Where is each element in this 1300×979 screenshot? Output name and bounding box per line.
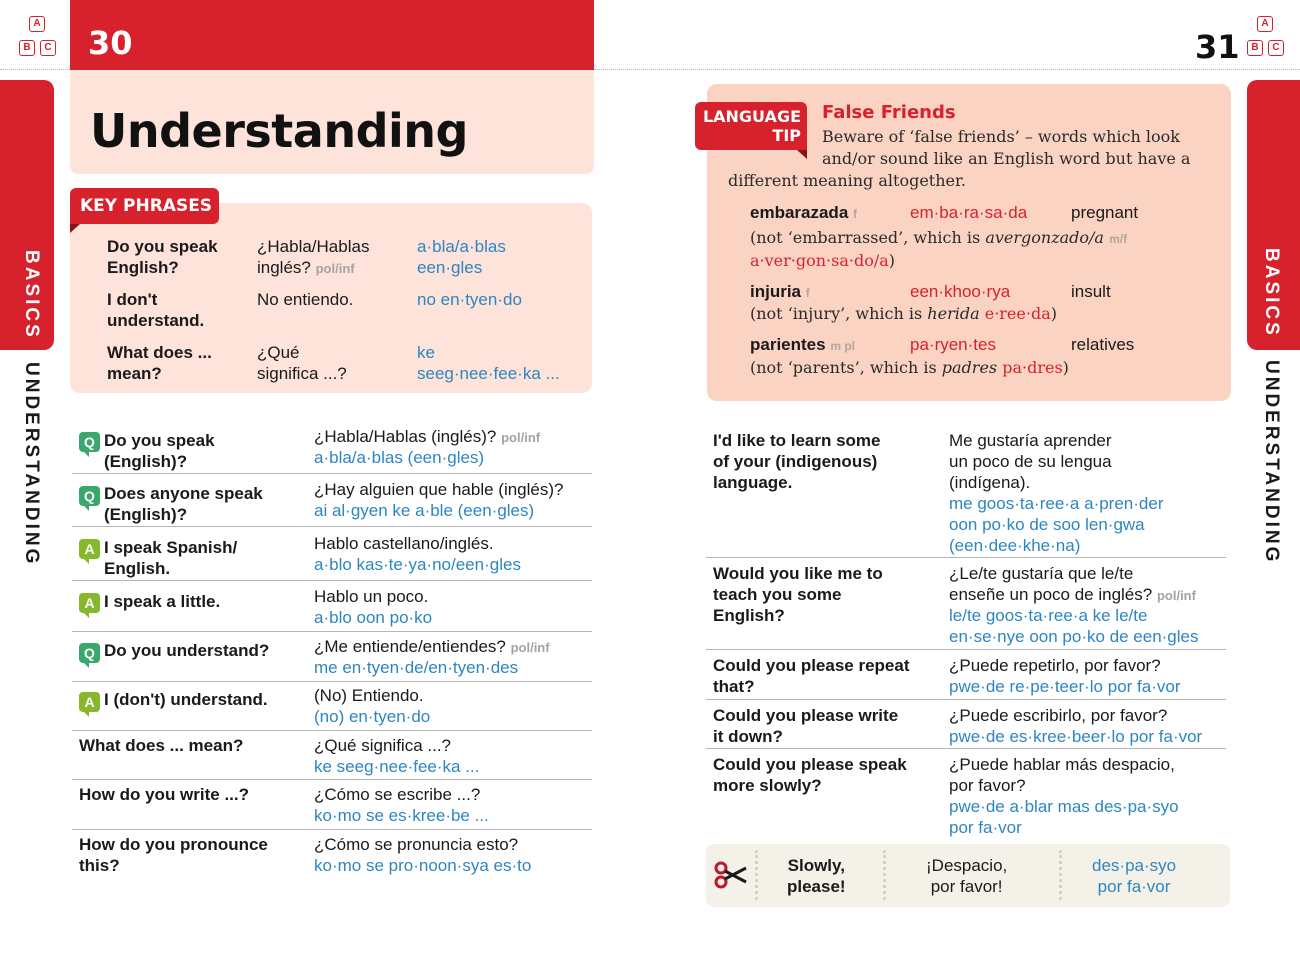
- phrase-spanish: ¿Puede escribirlo, por favor?: [949, 706, 1168, 725]
- false-friend-note: (not ‘parents’, which is padres pa·dres): [750, 358, 1069, 377]
- false-friend-pronunciation: een·khoo·rya: [910, 282, 1011, 301]
- strip-pronunciation: des·pa·syo por fa·vor: [1092, 856, 1177, 896]
- key-phrase-spanish: ¿Qué significa ...?: [257, 343, 347, 383]
- phrase-spanish: ¿Le/te gustaría que le/te enseñe un poco de inglés? pol/inf: [949, 564, 1196, 604]
- phrase-spanish: Me gustaría aprender un poco de su lengua (indígena).: [949, 431, 1112, 492]
- phrase-spanish: (No) Entiendo.: [314, 686, 424, 705]
- row-divider: [72, 473, 592, 474]
- phrase-pronunciation: me en·tyen·de/en·tyen·des: [314, 658, 519, 677]
- false-friend-pronunciation: pa·ryen·tes: [910, 335, 996, 354]
- phrase-spanish: Hablo un poco.: [314, 587, 429, 606]
- key-phrase-english: What does ... mean?: [107, 343, 212, 383]
- page-number-left: 30: [88, 24, 133, 62]
- phrase-pronunciation: ko·mo se pro·noon·sya es·to: [314, 856, 532, 875]
- strip-divider: [883, 850, 886, 900]
- phrase-english: I speak Spanish/ English.: [104, 538, 238, 578]
- scissors-icon: [714, 860, 748, 890]
- phrase-pronunciation: ko·mo se es·kree·be ...: [314, 806, 489, 825]
- phrase-spanish: ¿Qué significa ...?: [314, 736, 452, 755]
- question-icon: Q: [79, 643, 100, 669]
- false-friend-meaning: pregnant: [1071, 203, 1139, 222]
- row-divider: [72, 779, 592, 780]
- tip-text: Beware of ‘false friends’ – words which look: [822, 127, 1180, 146]
- phrase-pronunciation: pwe·de re·pe·teer·lo por fa·vor: [949, 677, 1181, 696]
- question-icon: Q: [79, 432, 100, 458]
- row-divider: [706, 557, 1226, 558]
- row-divider: [72, 681, 592, 682]
- abc-blocks-icon: A B C: [1244, 16, 1288, 60]
- answer-icon: A: [79, 692, 100, 718]
- key-phrase-english: I don't understand.: [107, 290, 205, 330]
- strip-divider: [1059, 850, 1062, 900]
- phrase-english: How do you pronounce this?: [79, 835, 268, 875]
- phrase-english: Do you understand?: [104, 641, 270, 660]
- phrase-english: I speak a little.: [104, 592, 221, 611]
- phrase-spanish: ¿Puede repetirlo, por favor?: [949, 656, 1161, 675]
- phrase-spanish: ¿Me entiende/entiendes? pol/inf: [314, 637, 550, 656]
- row-divider: [72, 631, 592, 632]
- phrase-english: Could you please repeat that?: [713, 656, 910, 696]
- key-phrase-spanish: ¿Habla/Hablas inglés? pol/inf: [257, 237, 370, 277]
- phrase-english: I'd like to learn some of your (indigenous) language.: [713, 431, 881, 492]
- phrase-english: Does anyone speak (English)?: [104, 484, 263, 524]
- false-friend-pronunciation: em·ba·ra·sa·da: [910, 203, 1028, 222]
- side-section-label: UNDERSTANDING: [21, 362, 42, 567]
- side-section-label: UNDERSTANDING: [1261, 360, 1282, 565]
- row-divider: [72, 580, 592, 581]
- side-tab-basics-label: BASICS: [21, 250, 42, 340]
- row-divider: [706, 649, 1226, 650]
- key-phrase-spanish: No entiendo.: [257, 290, 354, 309]
- row-divider: [706, 748, 1226, 749]
- phrase-spanish: ¿Cómo se pronuncia esto?: [314, 835, 519, 854]
- phrase-english: Could you please write it down?: [713, 706, 899, 746]
- phrase-pronunciation: pwe·de es·kree·beer·lo por fa·vor: [949, 727, 1203, 746]
- row-divider: [72, 829, 592, 830]
- phrase-english: Could you please speak more slowly?: [713, 755, 907, 795]
- tip-title: False Friends: [822, 102, 956, 123]
- answer-icon: A: [79, 539, 100, 565]
- page-title: Understanding: [90, 104, 468, 158]
- key-phrase-pronunciation: no en·tyen·do: [417, 290, 522, 309]
- false-friend-word: injuria f: [750, 282, 810, 301]
- side-tab-basics-label: BASICS: [1261, 248, 1282, 338]
- key-phrase-english: Do you speak English?: [107, 237, 218, 277]
- false-friend-word: parientes m pl: [750, 335, 855, 354]
- false-friend-note: (not ‘injury’, which is herida e·ree·da): [750, 304, 1057, 323]
- abc-blocks-icon: A B C: [16, 16, 60, 60]
- strip-english: Slowly, please!: [787, 856, 846, 896]
- phrase-pronunciation: a·bla/a·blas (een·gles): [314, 448, 485, 467]
- phrase-spanish: ¿Puede hablar más despacio, por favor?: [949, 755, 1175, 795]
- tip-text: and/or sound like an English word but have a: [822, 149, 1191, 168]
- false-friend-meaning: relatives: [1071, 335, 1135, 354]
- false-friend-meaning: insult: [1071, 282, 1111, 301]
- phrase-spanish: ¿Habla/Hablas (inglés)? pol/inf: [314, 427, 541, 446]
- phrase-english: I (don't) understand.: [104, 690, 268, 709]
- language-tip-label: LANGUAGE TIP: [695, 102, 807, 150]
- phrase-pronunciation: me goos·ta·ree·a a·pren·der oon po·ko de soo len·gwa (een·dee·khe·na): [949, 494, 1164, 555]
- phrase-pronunciation: (no) en·tyen·do: [314, 707, 431, 726]
- phrase-pronunciation: ai al·gyen ke a·ble (een·gles): [314, 501, 535, 520]
- key-phrase-pronunciation: ke seeg·nee·fee·ka ...: [417, 343, 560, 383]
- phrase-english: Do you speak (English)?: [104, 431, 215, 471]
- strip-divider: [755, 850, 758, 900]
- phrase-pronunciation: pwe·de a·blar mas des·pa·syo por fa·vor: [949, 797, 1179, 837]
- key-phrases-label: KEY PHRASES: [70, 188, 219, 224]
- page-number-right: 31: [1195, 28, 1240, 66]
- header-rule-left: [0, 69, 70, 70]
- phrase-english: How do you write ...?: [79, 785, 249, 804]
- phrase-pronunciation: le/te goos·ta·ree·a ke le/te en·se·nye oon po·ko de een·gles: [949, 606, 1199, 646]
- row-divider: [706, 699, 1226, 700]
- false-friend-word: embarazada f: [750, 203, 858, 222]
- tip-text: different meaning altogether.: [728, 171, 966, 190]
- row-divider: [72, 730, 592, 731]
- page-number-tab: [70, 0, 594, 70]
- row-divider: [72, 526, 592, 527]
- header-rule-right: [594, 69, 1300, 70]
- phrase-english: Would you like me to teach you some English?: [713, 564, 883, 625]
- question-icon: Q: [79, 486, 100, 512]
- phrase-spanish: ¿Hay alguien que hable (inglés)?: [314, 480, 564, 499]
- phrase-pronunciation: a·blo oon po·ko: [314, 608, 433, 627]
- false-friend-note: (not ‘embarrassed’, which is avergonzado/a m/f a·ver·gon·sa·do/a): [750, 228, 1128, 270]
- phrase-spanish: Hablo castellano/inglés.: [314, 534, 494, 553]
- phrase-pronunciation: a·blo kas·te·ya·no/een·gles: [314, 555, 521, 574]
- phrase-spanish: ¿Cómo se escribe ...?: [314, 785, 481, 804]
- key-phrase-pronunciation: a·bla/a·blas een·gles: [417, 237, 506, 277]
- phrase-pronunciation: ke seeg·nee·fee·ka ...: [314, 757, 480, 776]
- phrase-english: What does ... mean?: [79, 736, 244, 755]
- strip-spanish: ¡Despacio, por favor!: [926, 856, 1008, 896]
- answer-icon: A: [79, 593, 100, 619]
